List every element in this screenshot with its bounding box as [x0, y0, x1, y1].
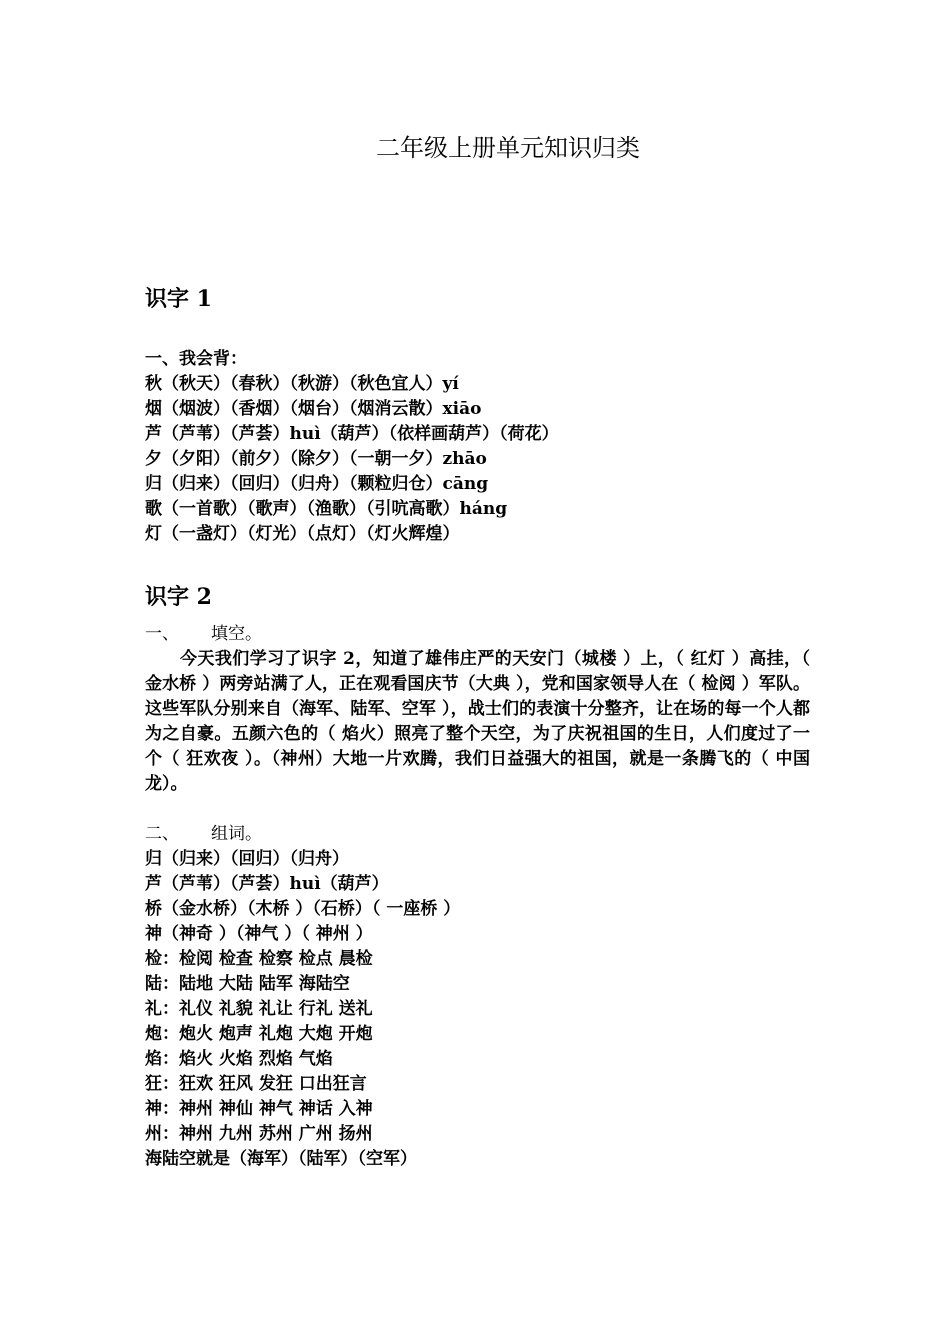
word-group-line: 归（归来）（回归）（归舟） [145, 849, 349, 869]
spacer [145, 797, 810, 822]
word-group-line: 州：神州 九州 苏州 广州 扬州 [145, 1124, 373, 1144]
section-heading-shizi-2: 识字 2 [145, 584, 212, 610]
document-title: 二年级上册单元知识归类 [376, 134, 640, 162]
word-group-line: 检：检阅 检查 检察 检点 晨检 [145, 949, 373, 969]
word-group-line: 狂：狂欢 狂风 发狂 口出狂言 [145, 1074, 367, 1094]
word-group-line: 炮：炮火 炮声 礼炮 大炮 开炮 [145, 1024, 373, 1044]
word-group-line: 神（神奇 ）（神气 ）（ 神州 ） [145, 924, 373, 944]
section-heading-shizi-1: 识字 1 [145, 286, 212, 312]
word-groups-label: 组词。 [211, 824, 262, 844]
fill-blank-paragraph: 今天我们学习了识字 2，知道了雄伟庄严的天安门（城楼 ）上，（ 红灯 ）高挂，（ 金水桥 ）两旁站满了人，正在观看国庆节（大典 ），党和国家领导人在（ 检阅 ）军队。这些军队分别来自（海军、陆军、空军 ），战士们的表演十分整齐，让在场的每一个人都为之自豪。五颜六色的（ 焰火）照亮了整个天空，为了庆祝祖国的生日，人们度过了一个（ 狂欢夜 ）。（神州）大地一片欢腾，我们日益强大的祖国，就是一条腾飞的（ 中国龙）。 [145, 649, 810, 794]
recite-line: 归（归来）（回归）（归舟）（颗粒归仓）cāng [145, 474, 489, 494]
section-1-subheading: 一、我会背： [145, 349, 247, 369]
recite-line: 秋（秋天）（春秋）（秋游）（秋色宜人）yí [145, 374, 459, 394]
word-group-line: 陆：陆地 大陆 陆军 海陆空 [145, 974, 350, 994]
word-group-line: 焰：焰火 火焰 烈焰 气焰 [145, 1049, 333, 1069]
section-1-content [145, 347, 810, 547]
recite-line: 夕（夕阳）（前夕）（除夕）（一朝一夕）zhāo [145, 449, 487, 469]
word-groups-heading [145, 822, 810, 847]
section-2-content [145, 622, 810, 1172]
word-groups-number: 二、 [145, 824, 179, 844]
recite-line: 芦（芦苇）（芦荟）huì（葫芦）（依样画葫芦）（荷花） [145, 424, 559, 444]
recite-line: 歌（一首歌）（歌声）（渔歌）（引吭高歌）háng [145, 499, 508, 519]
word-group-line: 海陆空就是（海军）（陆军）（空军） [145, 1149, 417, 1169]
fill-blank-label: 填空。 [211, 624, 262, 644]
recite-line: 烟（烟波）（香烟）（烟台）（烟消云散）xiāo [145, 399, 482, 419]
word-group-line: 桥（金水桥）（木桥 ）（石桥）（ 一座桥 ） [145, 899, 461, 919]
word-group-line: 芦（芦苇）（芦荟）huì（葫芦） [145, 874, 389, 894]
recite-line: 灯（一盏灯）（灯光）（点灯）（灯火辉煌） [145, 524, 460, 544]
word-group-line: 神：神州 神仙 神气 神话 入神 [145, 1099, 373, 1119]
word-group-line: 礼：礼仪 礼貌 礼让 行礼 送礼 [145, 999, 373, 1019]
fill-blank-heading [145, 622, 810, 647]
fill-blank-number: 一、 [145, 624, 179, 644]
